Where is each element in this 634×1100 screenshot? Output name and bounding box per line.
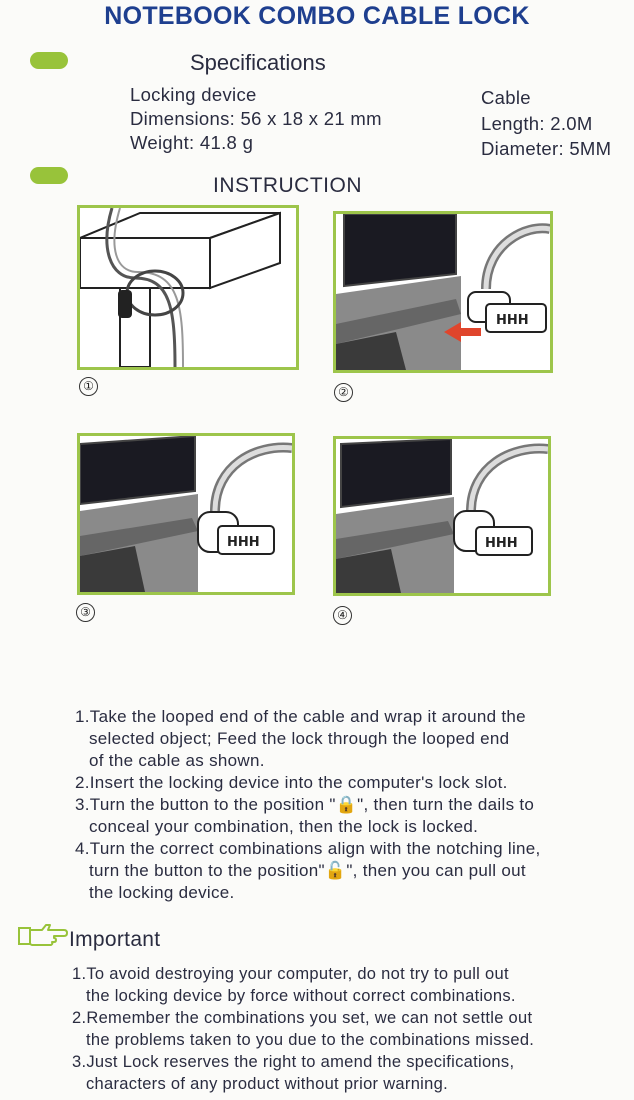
spec-diameter: Diameter: 5MM	[481, 138, 612, 159]
figure-number-1: ①	[79, 377, 98, 396]
instruction-step-4	[75, 838, 634, 904]
spec-dimensions: Dimensions: 56 x 18 x 21 mm	[130, 108, 382, 129]
instruction-step-1	[75, 706, 634, 772]
spec-cable: Cable	[481, 87, 531, 108]
step-line: selected object; Feed the lock through the looped end	[89, 729, 510, 748]
spec-length: Length: 2.0M	[481, 113, 593, 134]
step-line: of the cable as shown.	[89, 751, 265, 770]
section-marker-bullet	[30, 52, 68, 69]
instruction-step-3	[75, 794, 634, 838]
specifications-heading: Specifications	[190, 50, 326, 75]
figure-number-4: ④	[333, 606, 352, 625]
note-line: 2.Remember the combinations you set, we can not settle out	[72, 1009, 533, 1027]
note-line: 3.Just Lock reserves the right to amend the specifications,	[72, 1053, 515, 1071]
note-line: 1.To avoid destroying your computer, do not try to pull out	[72, 965, 509, 983]
pointing-hand-icon	[16, 922, 68, 953]
spec-locking-device: Locking device	[130, 84, 257, 105]
spec-weight: Weight: 41.8 g	[130, 132, 254, 153]
svg-text:HHH: HHH	[227, 535, 260, 550]
important-note-2	[72, 1007, 632, 1051]
svg-text:HHH: HHH	[496, 313, 529, 328]
note-line: the problems taken to you due to the combinations missed.	[86, 1031, 535, 1049]
step-line: 3.Turn the button to the position "🔒", then turn the dails to	[75, 795, 535, 814]
figure-4-locked	[333, 436, 551, 596]
step-line: 2.Insert the locking device into the computer's lock slot.	[75, 773, 508, 792]
svg-text:HHH: HHH	[485, 536, 518, 551]
figure-number-3: ③	[76, 603, 95, 622]
figure-3-turn-button	[77, 433, 295, 595]
instruction-step-2	[75, 772, 634, 794]
figure-2-insert-lock	[333, 211, 553, 373]
step-line: conceal your combination, then the lock is locked.	[89, 817, 479, 836]
step-line: the locking device.	[89, 883, 235, 902]
instruction-heading: INSTRUCTION	[213, 174, 362, 197]
important-note-3	[72, 1051, 632, 1095]
section-marker-bullet	[30, 167, 68, 184]
note-line: characters of any product without prior warning.	[86, 1075, 448, 1093]
page-title: NOTEBOOK COMBO CABLE LOCK	[104, 2, 530, 30]
note-line: the locking device by force without correct combinations.	[86, 987, 516, 1005]
important-heading: Important	[69, 928, 161, 951]
step-line: turn the button to the position"🔓", then you can pull out	[89, 861, 526, 880]
important-note-1	[72, 963, 632, 1007]
step-line: 1.Take the looped end of the cable and wrap it around the	[75, 707, 526, 726]
figure-1-cable-loop	[77, 205, 299, 370]
step-line: 4.Turn the correct combinations align with the notching line,	[75, 839, 541, 858]
figure-number-2: ②	[334, 383, 353, 402]
